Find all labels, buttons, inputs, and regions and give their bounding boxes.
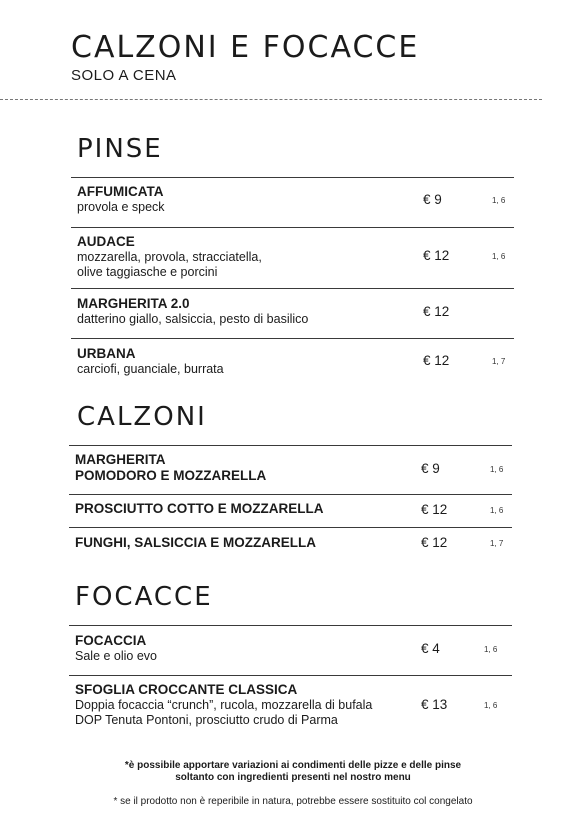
item-name: FUNGHI, SALSICCIA E MOZZARELLA <box>75 535 316 550</box>
header-divider <box>0 99 542 100</box>
item-allergens: 1, 6 <box>492 196 506 205</box>
menu-item <box>75 535 515 551</box>
item-description: DOP Tenuta Pontoni, prosciutto crudo di Parma <box>75 713 338 727</box>
menu-item <box>75 501 515 517</box>
item-price: € 12 <box>423 304 450 319</box>
item-name: SFOGLIA CROCCANTE CLASSICA <box>75 682 298 697</box>
item-price: € 4 <box>421 641 440 656</box>
menu-item <box>75 633 515 664</box>
item-name: MARGHERITA <box>75 452 166 467</box>
item-price: € 12 <box>421 535 448 550</box>
divider <box>69 445 512 446</box>
item-description: olive taggiasche e porcini <box>77 265 218 279</box>
item-name: URBANA <box>77 346 136 361</box>
menu-item <box>77 234 517 280</box>
item-description: provola e speck <box>77 200 165 214</box>
item-allergens: 1, 7 <box>492 357 506 366</box>
divider <box>69 527 512 528</box>
item-price: € 12 <box>421 502 448 517</box>
item-name: MARGHERITA 2.0 <box>77 296 190 311</box>
divider <box>69 625 512 626</box>
item-allergens: 1, 6 <box>484 645 498 654</box>
item-description: carciofi, guanciale, burrata <box>77 362 224 376</box>
item-description: mozzarella, provola, stracciatella, <box>77 250 262 264</box>
item-allergens: 1, 6 <box>484 701 498 710</box>
menu-item <box>75 452 515 484</box>
item-name-line2: POMODORO E MOZZARELLA <box>75 468 267 483</box>
item-price: € 12 <box>423 248 450 263</box>
menu-item <box>77 296 517 327</box>
divider <box>71 338 514 339</box>
divider <box>69 494 512 495</box>
menu-item <box>77 184 517 215</box>
item-allergens: 1, 6 <box>490 465 504 474</box>
item-name: AFFUMICATA <box>77 184 164 199</box>
divider <box>71 288 514 289</box>
item-description: datterino giallo, salsiccia, pesto di basilico <box>77 312 309 326</box>
item-description: Sale e olio evo <box>75 649 158 663</box>
page-subtitle: SOLO A CENA <box>71 67 177 84</box>
variation-note-line2: soltanto con ingredienti presenti nel nostro menu <box>175 772 411 783</box>
item-allergens: 1, 6 <box>490 506 504 515</box>
item-price: € 9 <box>421 461 440 476</box>
item-price: € 13 <box>421 697 448 712</box>
item-price: € 12 <box>423 353 450 368</box>
item-description: Doppia focaccia “crunch”, rucola, mozzarella di bufala <box>75 698 373 712</box>
menu-item <box>75 682 515 728</box>
item-name: FOCACCIA <box>75 633 147 648</box>
frozen-note: * se il prodotto non è reperibile in natura, potrebbe essere sostituito col congelato <box>113 796 473 807</box>
divider <box>69 675 512 676</box>
variation-note-line1: *è possibile apportare variazioni ai condimenti delle pizze e delle pinse <box>124 760 462 771</box>
menu-item <box>77 346 517 377</box>
divider <box>71 227 514 228</box>
divider <box>71 177 514 178</box>
section-title-pinse: PINSE <box>77 134 163 164</box>
item-name: AUDACE <box>77 234 135 249</box>
item-allergens: 1, 6 <box>492 252 506 261</box>
item-name: PROSCIUTTO COTTO E MOZZARELLA <box>75 501 324 516</box>
section-title-focacce: FOCACCE <box>75 582 213 612</box>
item-allergens: 1, 7 <box>490 539 504 548</box>
section-title-calzoni: CALZONI <box>77 402 207 432</box>
page-title: CALZONI E FOCACCE <box>71 30 420 65</box>
item-price: € 9 <box>423 192 442 207</box>
